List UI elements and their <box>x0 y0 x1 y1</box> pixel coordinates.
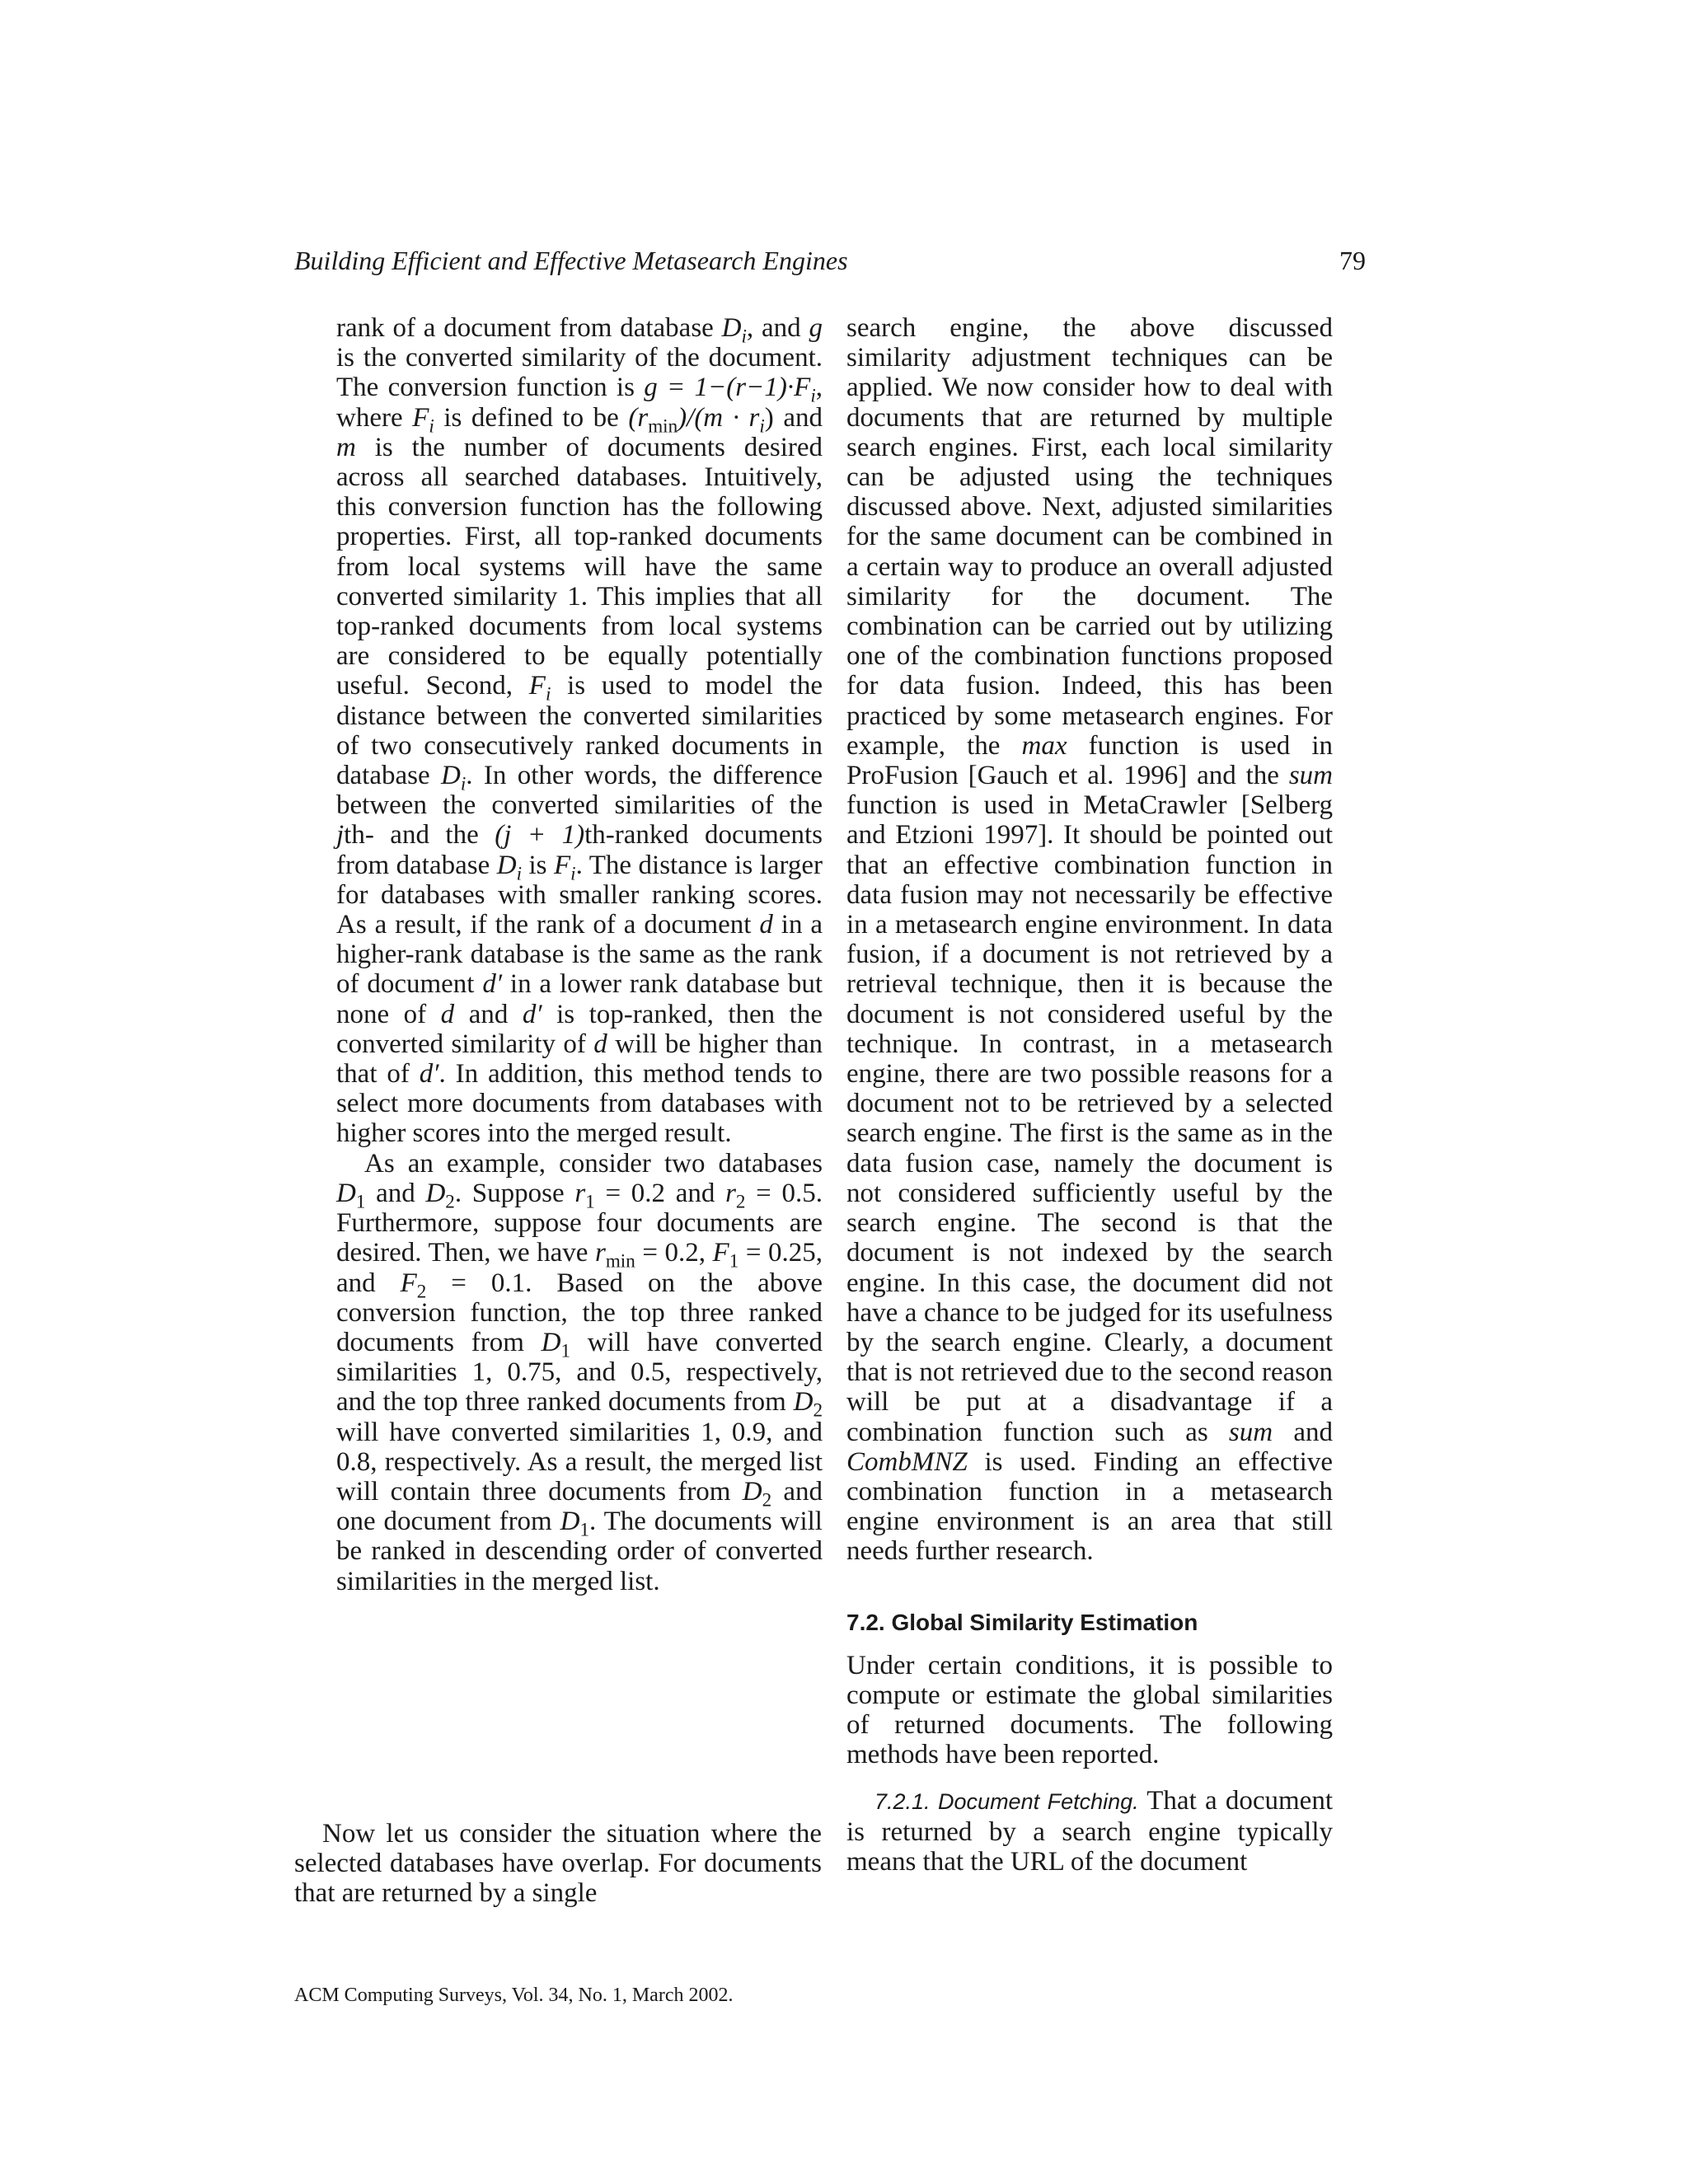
paragraph-combination: search engine, the above discussed similarity adjustment techniques can be applied. We now consider how to deal with documents that are returned by multiple search engines. First, each local similarity can be adjusted using the techniques discussed above. Next, adjusted similarities for the same document can be combined in a certain way to produce an overall adjusted similarity for the document. The combination can be carried out by utilizing one of the combination functions proposed for data fusion. Indeed, this has been practiced by some metasearch engines. For example, the max function is used in ProFusion [Gauch et al. 1996] and the sum function is used in MetaCrawler [Selberg and Etzioni 1997]. It should be pointed out that an effective combination function in data fusion may not necessarily be effective in a metasearch engine environment. In data fusion, if a document is not retrieved by a retrieval technique, then it is because the document is not considered useful by the technique. In contrast, in a metasearch engine, there are two possible reasons for a document not to be retrieved by a selected search engine. The first is the same as in the data fusion case, namely the document is not considered sufficiently useful by the search engine. The second is that the document is not indexed by the search engine. In this case, the document did not have a chance to be judged for its usefulness by the search engine. Clearly, a document that is not retrieved due to the second reason will be put at a disadvantage if a combination function such as sum and CombMNZ is used. Finding an effective combination function in a metasearch engine environment is an area that still needs further research. <box>846 313 1334 1567</box>
paragraph-example: As an example, consider two databases $D_1$ and $D_2$. Suppose $r_1 = 0.2$ and $r_2 = 0.5$. Furthermore, suppose four documents are desired. Then, we have $r_{min} = 0.2$, $F_1 = 0.25$, and $F_2 = 0.1$. Based on the above conversion function, the top three ranked documents from $D_1$ will have converted similarities 1, 0.75, and 0.5, respectively, and the top three ranked documents from $D_2$ will have converted similarities 1, 0.9, and 0.8, respectively. As a result, the merged list will contain three documents from $D_2$ and one document from $D_1$. The documents will be ranked in descending order of converted similarities in the merged list. <box>336 1148 823 1596</box>
running-title: Building Efficient and Effective Metasearch Engines <box>294 246 848 275</box>
paragraph-document-fetching: 7.2.1. Document Fetching. That a document is returned by a search engine typically means that the URL of the document <box>846 1786 1333 1877</box>
right-column <box>846 313 1333 1877</box>
paragraph-conversion-function: rank of a document from database $D_i$, and g is the converted similarity of the document. The conversion function is $g = 1-(r-1)\cdot F_i$, where $F_i$ is defined to be $(r_{min})/(m \cdot r_i)$ and m is the number of documents desired across all searched databases. Intuitively, this conversion function has the following properties. First, all top-ranked documents from local systems will have the same converted similarity 1. This implies that all top-ranked documents from local systems are considered to be equally potentially useful. Second, $F_i$ is used to model the distance between the converted similarities of two consecutively ranked documents in database $D_i$. In other words, the difference between the converted similarities of the jth- and the (j + 1)th-ranked documents from database $D_i$ is $F_i$. The distance is larger for databases with smaller ranking scores. As a result, if the rank of a document d in a higher-rank database is the same as the rank of document d′ in a lower rank database but none of d and d′ is top-ranked, then the converted similarity of d will be higher than that of d′. In addition, this method tends to select more documents from databases with higher scores into the merged result. <box>336 313 823 1149</box>
subsection-title: 7.2.1. Document Fetching. <box>874 1789 1139 1815</box>
paragraph-global-similarity: Under certain conditions, it is possible to compute or estimate the global similarities of returned documents. The following methods have been reported. <box>846 1650 1333 1770</box>
left-column <box>336 313 823 1596</box>
page-number: 79 <box>1339 246 1366 275</box>
footer: ACM Computing Surveys, Vol. 34, No. 1, March 2002. <box>294 1985 734 2006</box>
section-heading: 7.2. Global Similarity Estimation <box>846 1609 1198 1635</box>
paragraph-overlap: Now let us consider the situation where the selected databases have overlap. For documents that are returned by a single <box>294 1819 822 1909</box>
page-header <box>294 246 1366 287</box>
